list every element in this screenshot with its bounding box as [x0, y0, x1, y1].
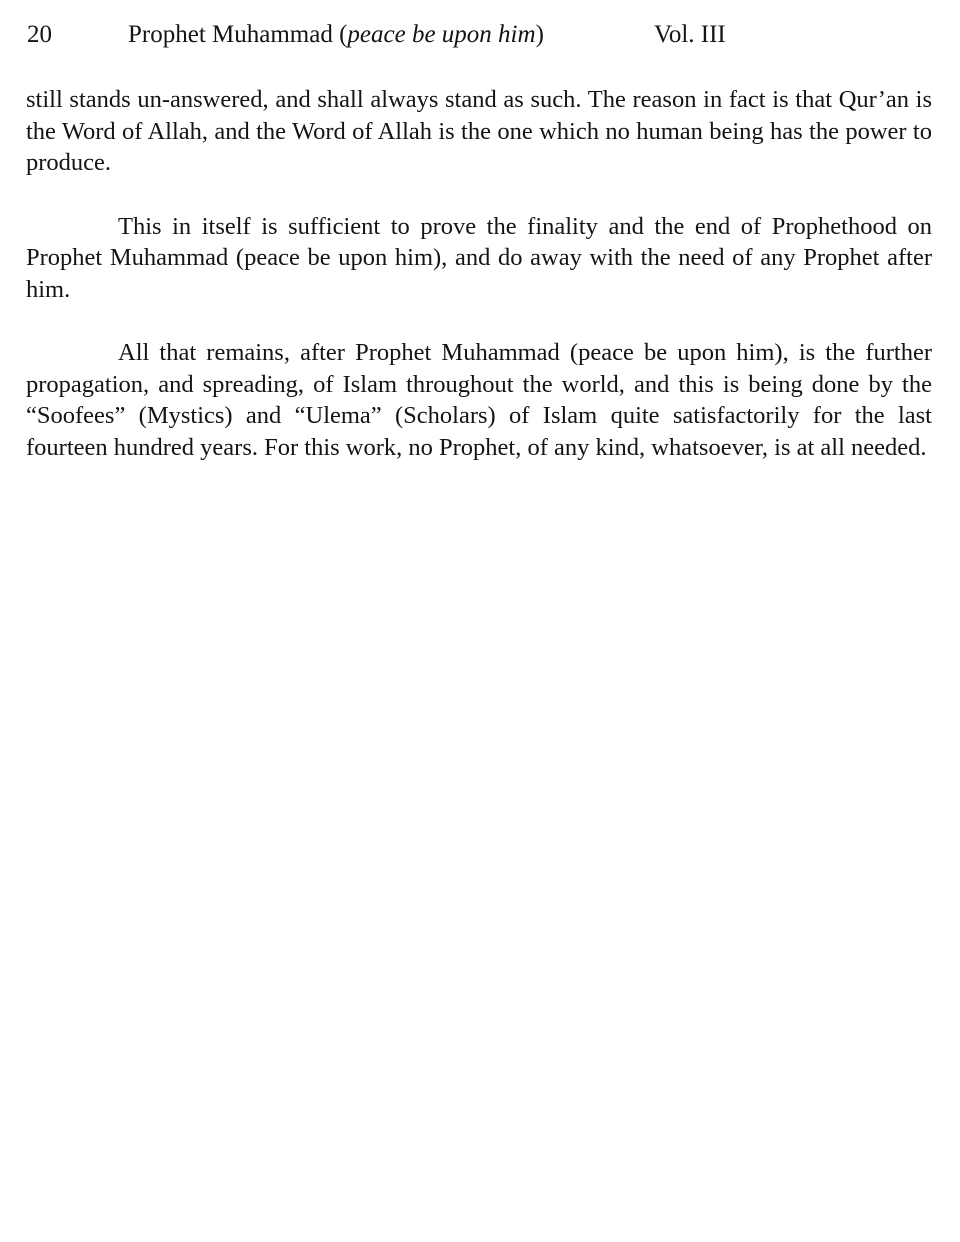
- paragraph-propagation: All that remains, after Prophet Muhammad (peace be upon him), is the further propagation, and spreading, of Islam throughout the world, and this is being done by the “Soofees” (Mystics) and “Ulema” (Scholars) of Islam quite satisfactorily for the last fourteen hundred years. For this work, no Prophet, of any kind, whatsoever, is at all needed.: [26, 339, 932, 461]
- paragraph-continuation: still stands un-answered, and shall always stand as such. The reason in fact is that Qur’an is the Word of Allah, and the Word of Allah is the one which no human being has the power to produce.: [26, 86, 932, 176]
- paragraph-finality: This in itself is sufficient to prove the finality and the end of Prophethood on Prophet Muhammad (peace be upon him), and do away with the need of any Prophet after him.: [26, 212, 932, 303]
- book-title: [128, 18, 544, 52]
- book-title-close: ): [535, 21, 544, 48]
- book-title-italic: peace be upon him: [347, 21, 536, 48]
- page-number: 20: [27, 21, 52, 48]
- running-header: [27, 18, 927, 52]
- volume-label: Vol. III: [654, 21, 726, 48]
- book-title-main: Prophet Muhammad (: [128, 21, 348, 48]
- body-text: [26, 84, 932, 495]
